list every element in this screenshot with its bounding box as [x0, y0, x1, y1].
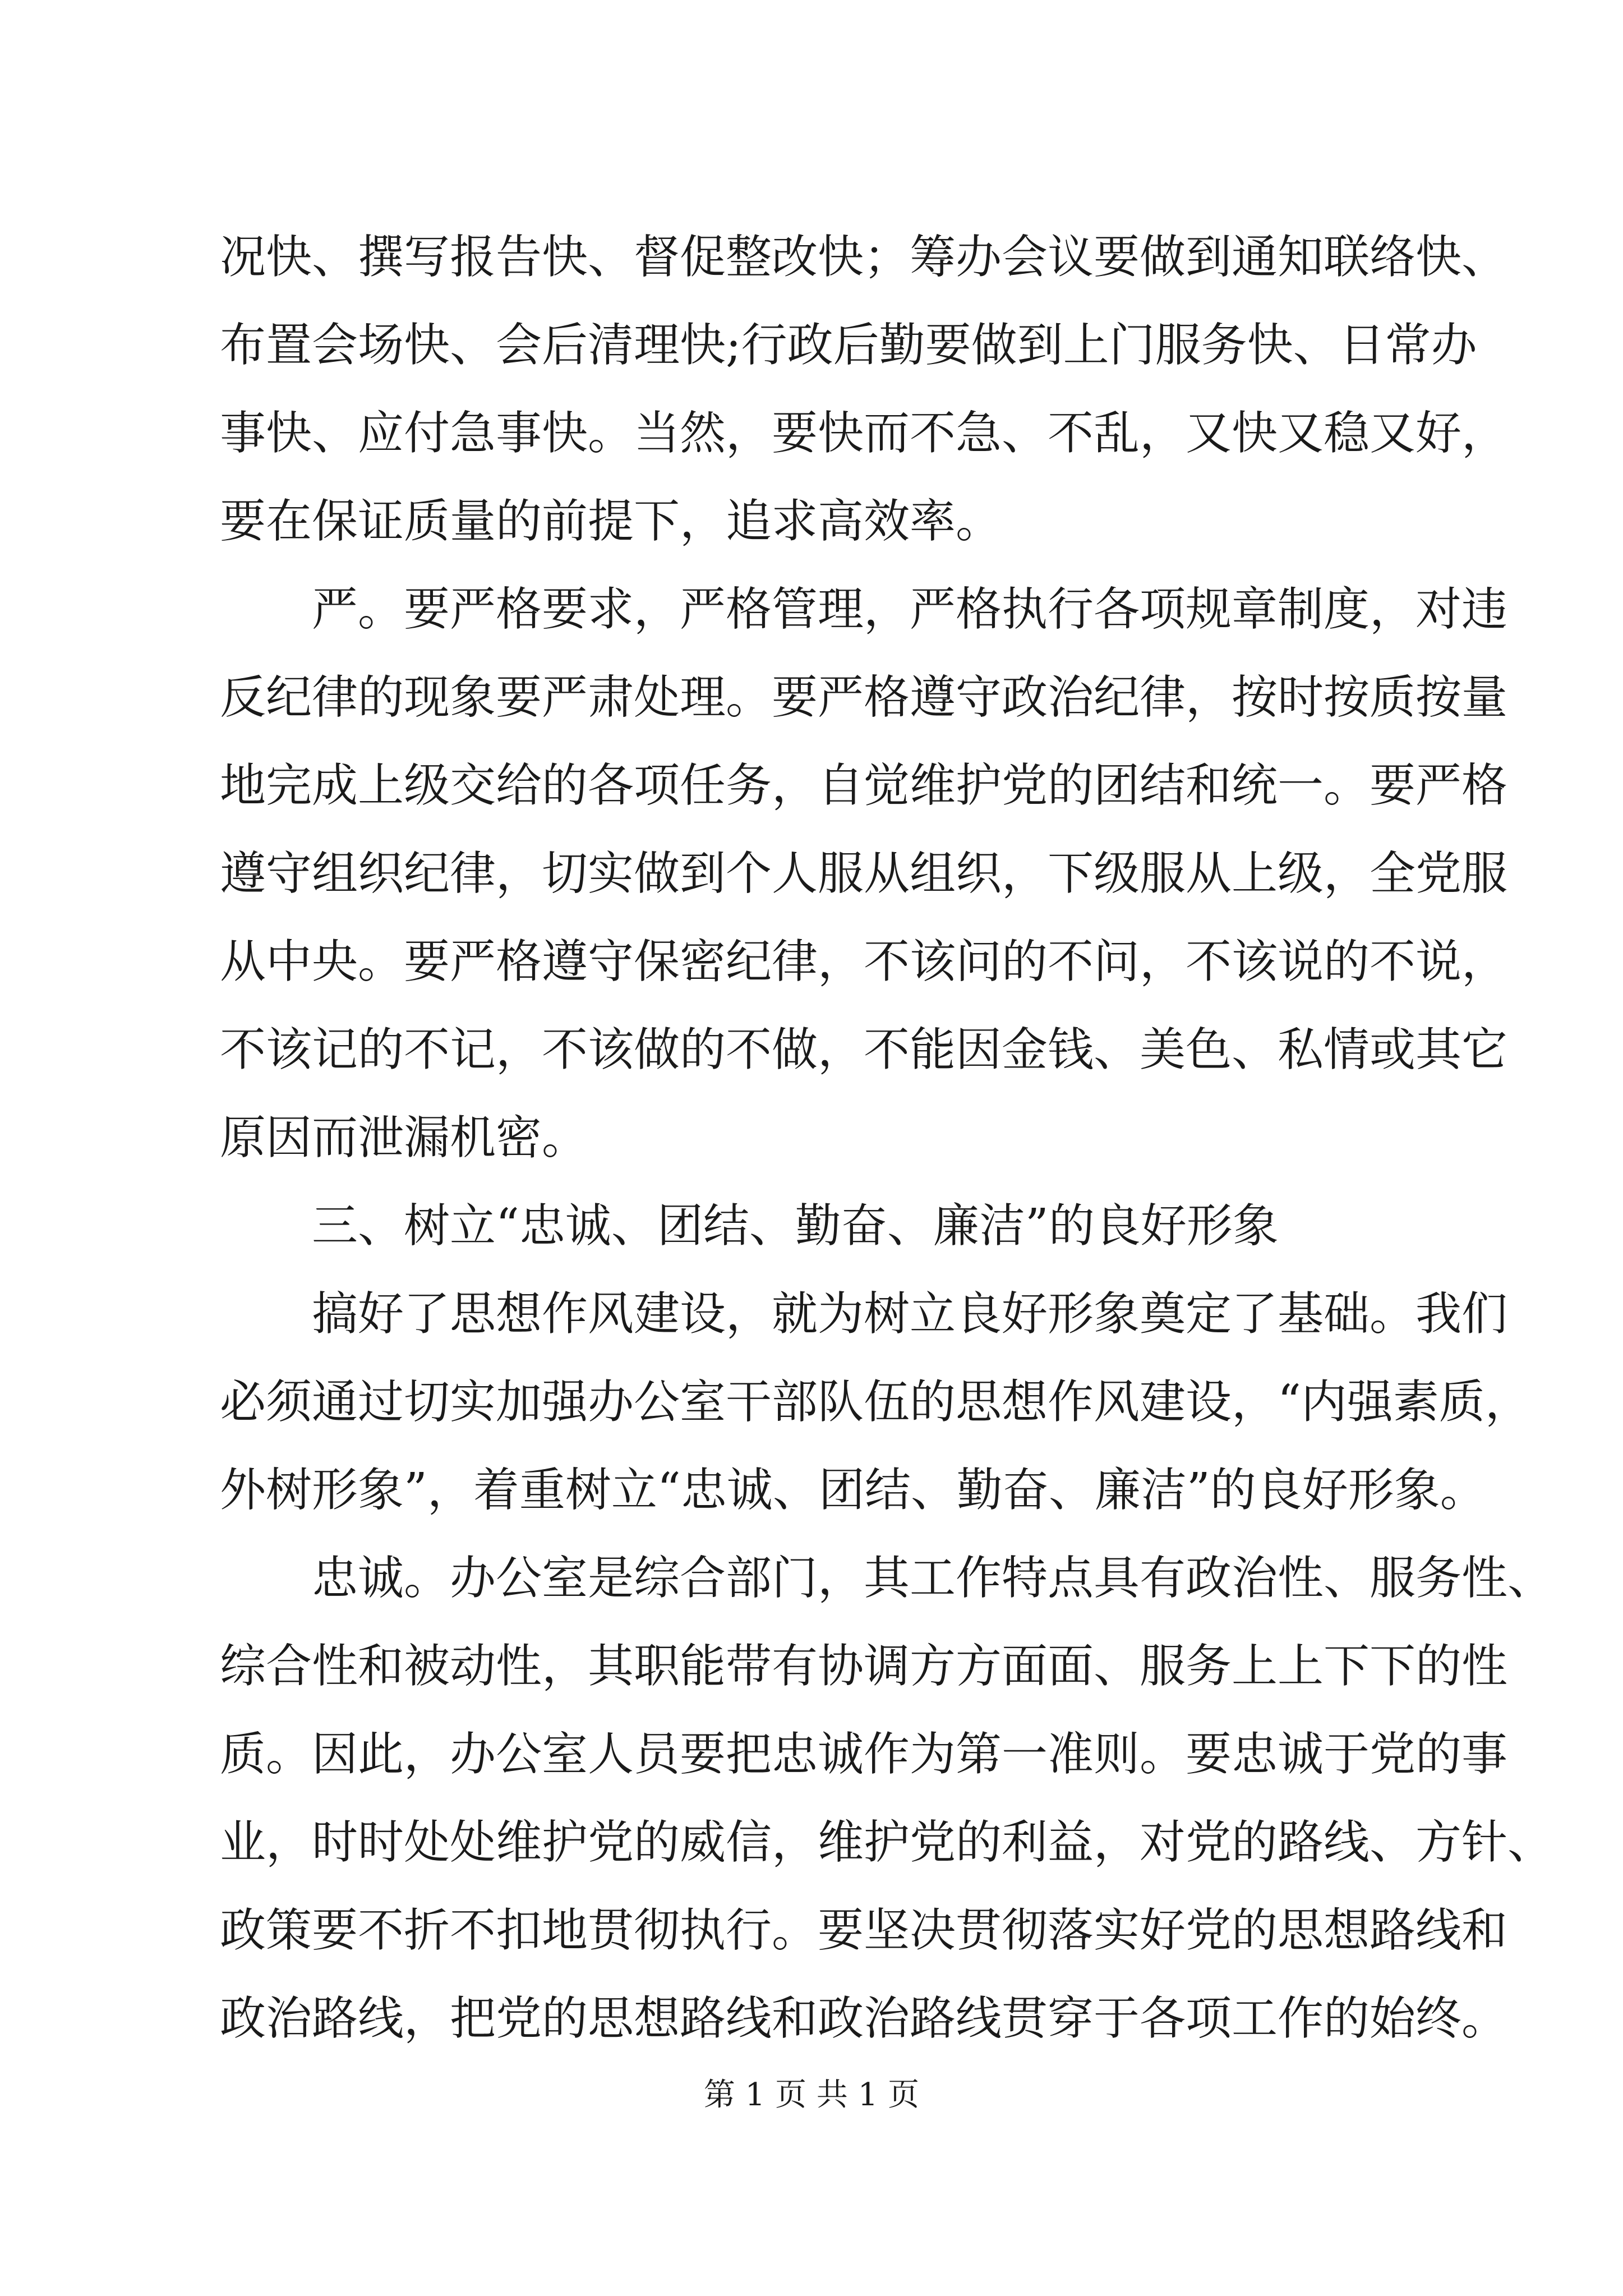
text-line: 原因而泄漏机密。 — [220, 1111, 588, 1165]
text-line: 况快、撰写报告快、督促整改快；筹办会议要做到通知联络快、 — [220, 231, 1508, 284]
text-line: 综合性和被动性，其职能带有协调方方面面、服务上上下下的性 — [220, 1640, 1508, 1693]
text-line: 搞好了思想作风建设，就为树立良好形象奠定了基础。我们 — [312, 1287, 1508, 1341]
text-line: 反纪律的现象要严肃处理。要严格遵守政治纪律，按时按质按量 — [220, 671, 1508, 724]
text-line: 地完成上级交给的各项任务，自觉维护党的团结和统一。要严格 — [220, 759, 1508, 812]
text-line: 政治路线，把党的思想路线和政治路线贯穿于各项工作的始终。 — [220, 1992, 1508, 2045]
text-line: 从中央。要严格遵守保密纪律，不该问的不问，不该说的不说， — [220, 935, 1508, 988]
body-text — [220, 213, 1554, 2063]
text-line: 遵守组织纪律，切实做到个人服从组织，下级服从上级，全党服 — [220, 847, 1508, 900]
text-line: 质。因此，办公室人员要把忠诚作为第一准则。要忠诚于党的事 — [220, 1728, 1508, 1781]
text-line: 业，时时处处维护党的威信，维护党的利益，对党的路线、方针、 — [220, 1816, 1554, 1869]
section-heading: 三、树立“忠诚、团结、勤奋、廉洁”的良好形象 — [312, 1199, 1279, 1253]
text-line: 要在保证质量的前提下，追求高效率。 — [220, 495, 1002, 548]
page-number-footer: 第 1 页 共 1 页 — [703, 2077, 920, 2113]
text-line: 外树形象”，着重树立“忠诚、团结、勤奋、廉洁”的良好形象。 — [220, 1464, 1486, 1517]
text-line: 事快、应付急事快。当然，要快而不急、不乱，又快又稳又好， — [220, 407, 1508, 460]
text-line: 严。要严格要求，严格管理，严格执行各项规章制度，对违 — [312, 583, 1508, 636]
text-line: 忠诚。办公室是综合部门，其工作特点具有政治性、服务性、 — [312, 1552, 1554, 1605]
text-line: 布置会场快、会后清理快;行政后勤要做到上门服务快、日常办 — [220, 319, 1477, 372]
text-line: 政策要不折不扣地贯彻执行。要坚决贯彻落实好党的思想路线和 — [220, 1904, 1508, 1957]
text-line: 不该记的不记，不该做的不做，不能因金钱、美色、私情或其它 — [220, 1023, 1508, 1076]
text-line: 必须通过切实加强办公室干部队伍的思想作风建设，“内强素质， — [220, 1375, 1531, 1429]
